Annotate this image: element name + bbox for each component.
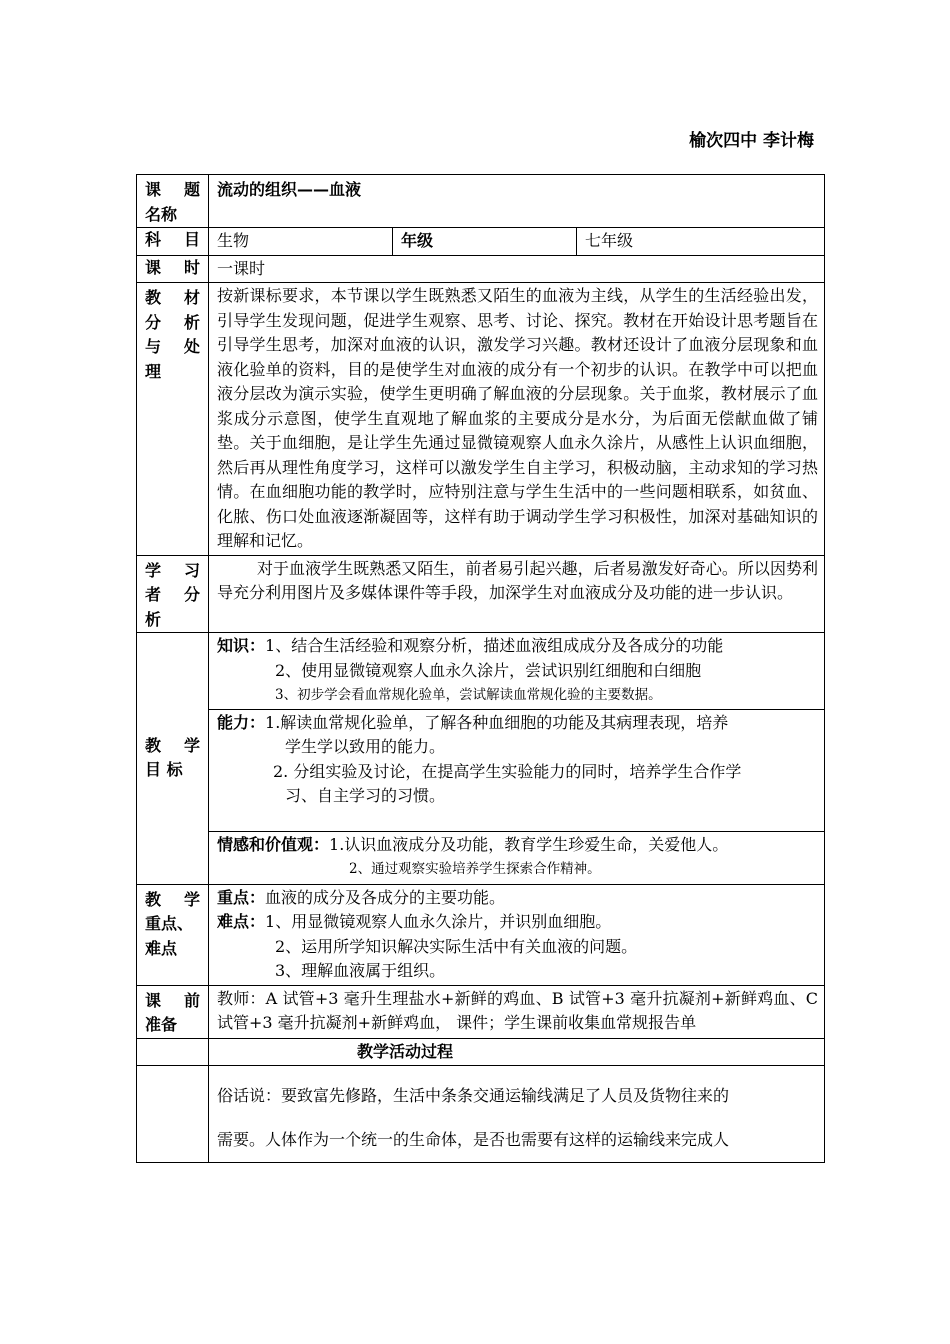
- author-name: 榆次四中 李计梅: [689, 131, 814, 151]
- label-grade: 年级: [393, 228, 577, 256]
- emotion-goals: 情感和价值观：1.认识血液成分及功能，教育学生珍爱生命，关爱他人。 2、通过观察实验培养学生探索合作精神。: [209, 831, 825, 884]
- row-learner: [137, 555, 825, 633]
- label-prep: 课 前 准备: [137, 985, 209, 1038]
- label-keypoints: 教 学 重点、 难点: [137, 884, 209, 985]
- label-subject: 科 目: [137, 228, 209, 256]
- label-hours: 课 时: [137, 255, 209, 283]
- process-heading: 教学活动过程: [209, 1038, 825, 1066]
- row-goals-emotion: [137, 831, 825, 884]
- learner-analysis-text: 对于血液学生既熟悉又陌生，前者易引起兴趣，后者易激发好奇心。所以因势利导充分利用图片及多媒体课件等手段，加深学生对血液成分及功能的进一步认识。: [209, 555, 825, 633]
- label-material: 教 材 分 析 与 处 理: [137, 283, 209, 556]
- row-title: [137, 175, 825, 228]
- grade-value: 七年级: [577, 228, 825, 256]
- label-goals: 教 学 目 标: [137, 633, 209, 885]
- row-process-body: [137, 1066, 825, 1163]
- process-text: 俗话说：要致富先修路，生活中条条交通运输线满足了人员及货物往来的 需要。人体作为一个统一的生命体，是否也需要有这样的运输线来完成人: [209, 1066, 825, 1163]
- lesson-plan-table: [136, 174, 825, 1163]
- row-prep: [137, 985, 825, 1038]
- hours-value: 一课时: [209, 255, 825, 283]
- keypoints-text: 重点：血液的成分及各成分的主要功能。 难点：1、用显微镜观察人血永久涂片，并识别血细胞。 2、运用所学知识解决实际生活中有关血液的问题。 3、理解血液属于组织。: [209, 884, 825, 985]
- row-subject: [137, 228, 825, 256]
- lesson-title: 流动的组织——血液: [209, 175, 825, 228]
- row-keypoints: [137, 884, 825, 985]
- label-title: 课 题 名称: [137, 175, 209, 228]
- row-process-heading: [137, 1038, 825, 1066]
- row-hours: [137, 255, 825, 283]
- knowledge-goals: 知识：1、结合生活经验和观察分析，描述血液组成成分及各成分的功能 2、使用显微镜观察人血永久涂片，尝试识别红细胞和白细胞 3、初步学会看血常规化验单，尝试解读血常规化验的主要数据。: [209, 633, 825, 710]
- label-learner: 学 习 者 分 析: [137, 555, 209, 633]
- ability-goals: 能力：1.解读血常规化验单，了解各种血细胞的功能及其病理表现，培养 学生学以致用的能力。 2. 分组实验及讨论，在提高学生实验能力的同时，培养学生合作学 习、自主学习的习惯。: [209, 709, 825, 831]
- subject-value: 生物: [209, 228, 393, 256]
- material-analysis-text: 按新课标要求，本节课以学生既熟悉又陌生的血液为主线，从学生的生活经验出发，引导学生发现问题，促进学生观察、思考、讨论、探究。教材在开始设计思考题旨在引导学生思考，加深对血液的认识，激发学习兴趣。教材还设计了血液分层现象和血液化验单的资料，目的是使学生对血液的成分有一个初步的认识。在教学中可以把血液分层改为演示实验，使学生更明确了解血液的分层现象。关于血浆，教材展示了血浆成分示意图，使学生直观地了解血浆的主要成分是水分，为后面无偿献血做了铺垫。关于血细胞，是让学生先通过显微镜观察人血永久涂片，从感性上认识血细胞，然后再从理性角度学习，这样可以激发学生自主学习，积极动脑，主动求知的学习热情。在血细胞功能的教学时，应特别注意与学生生活中的一些问题相联系，如贫血、化脓、伤口处血液逐渐凝固等，这样有助于调动学生学习积极性，加深对基础知识的理解和记忆。: [209, 283, 825, 556]
- prep-text: 教师：A 试管+3 毫升生理盐水+新鲜的鸡血、B 试管+3 毫升抗凝剂+新鲜鸡血、C 试管+3 毫升抗凝剂+新鲜鸡血， 课件；学生课前收集血常规报告单: [209, 985, 825, 1038]
- row-goals-knowledge: [137, 633, 825, 710]
- row-goals-ability: [137, 709, 825, 831]
- row-material: [137, 283, 825, 556]
